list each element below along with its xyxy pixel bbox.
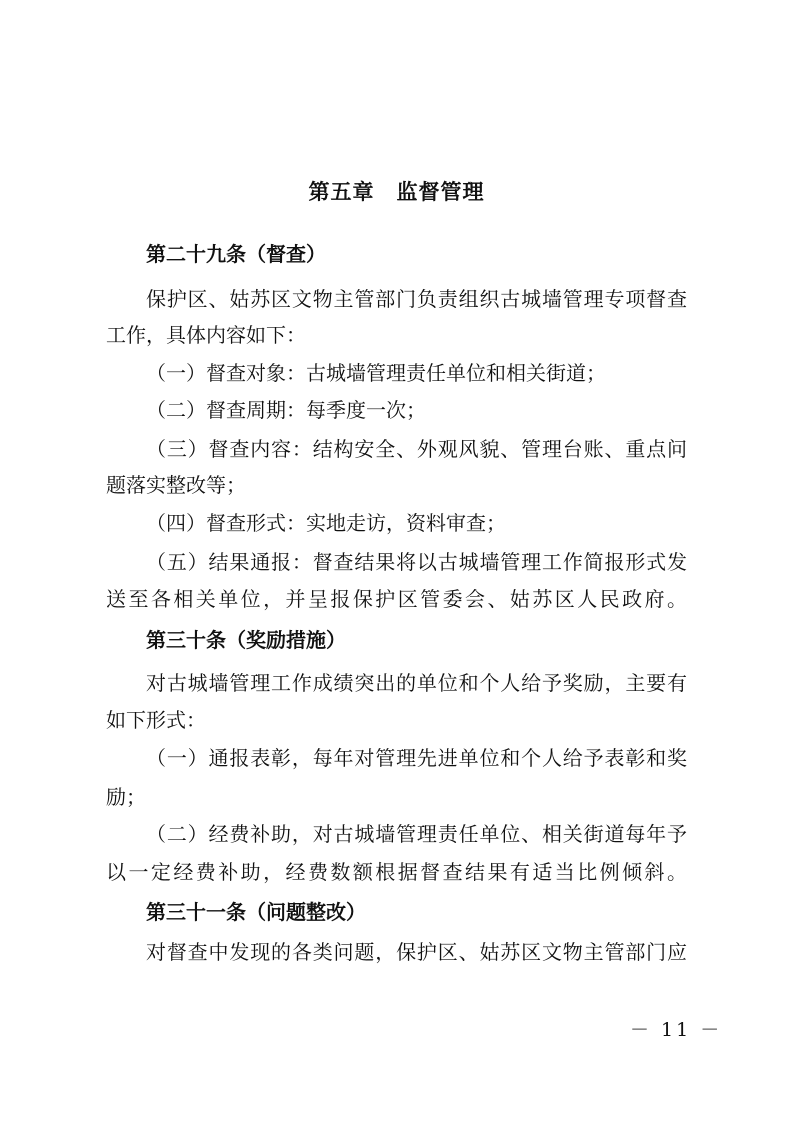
list-item-continuation: 送至各相关单位，并呈报保护区管委会、姑苏区人民政府。 xyxy=(106,587,687,611)
chapter-title: 第五章 监督管理 xyxy=(308,180,485,204)
list-item-continuation: 以一定经费补助，经费数额根据督查结果有适当比例倾斜。 xyxy=(106,860,687,884)
list-item: （三）督查内容：结构安全、外观风貌、管理台账、重点问 xyxy=(146,437,687,461)
article-heading-30: 第三十条（奖励措施） xyxy=(146,628,346,652)
list-item: （五）结果通报：督查结果将以古城墙管理工作简报形式发 xyxy=(146,550,687,574)
paragraph-line: 对古城墙管理工作成绩突出的单位和个人给予奖励，主要有 xyxy=(146,671,687,695)
list-item: （四）督查形式：实地走访，资料审查； xyxy=(146,511,506,535)
paragraph-line: 对督查中发现的各类问题，保护区、姑苏区文物主管部门应 xyxy=(146,940,687,964)
page-number: － 11 － xyxy=(630,1019,723,1041)
article-heading-29: 第二十九条（督查） xyxy=(146,242,326,266)
list-item: （二）督查周期：每季度一次； xyxy=(146,398,426,422)
list-item-continuation: 题落实整改等； xyxy=(106,473,246,497)
paragraph-line: 保护区、姑苏区文物主管部门负责组织古城墙管理专项督查 xyxy=(146,287,687,311)
paragraph-line: 如下形式： xyxy=(106,708,206,732)
list-item: （一）督查对象：古城墙管理责任单位和相关街道； xyxy=(146,361,606,385)
paragraph-line: 工作，具体内容如下： xyxy=(106,323,306,347)
list-item: （一）通报表彰，每年对管理先进单位和个人给予表彰和奖 xyxy=(146,746,687,770)
list-item-continuation: 励； xyxy=(106,785,146,809)
article-heading-31: 第三十一条（问题整改） xyxy=(146,900,366,924)
list-item: （二）经费补助，对古城墙管理责任单位、相关街道每年予 xyxy=(146,822,687,846)
